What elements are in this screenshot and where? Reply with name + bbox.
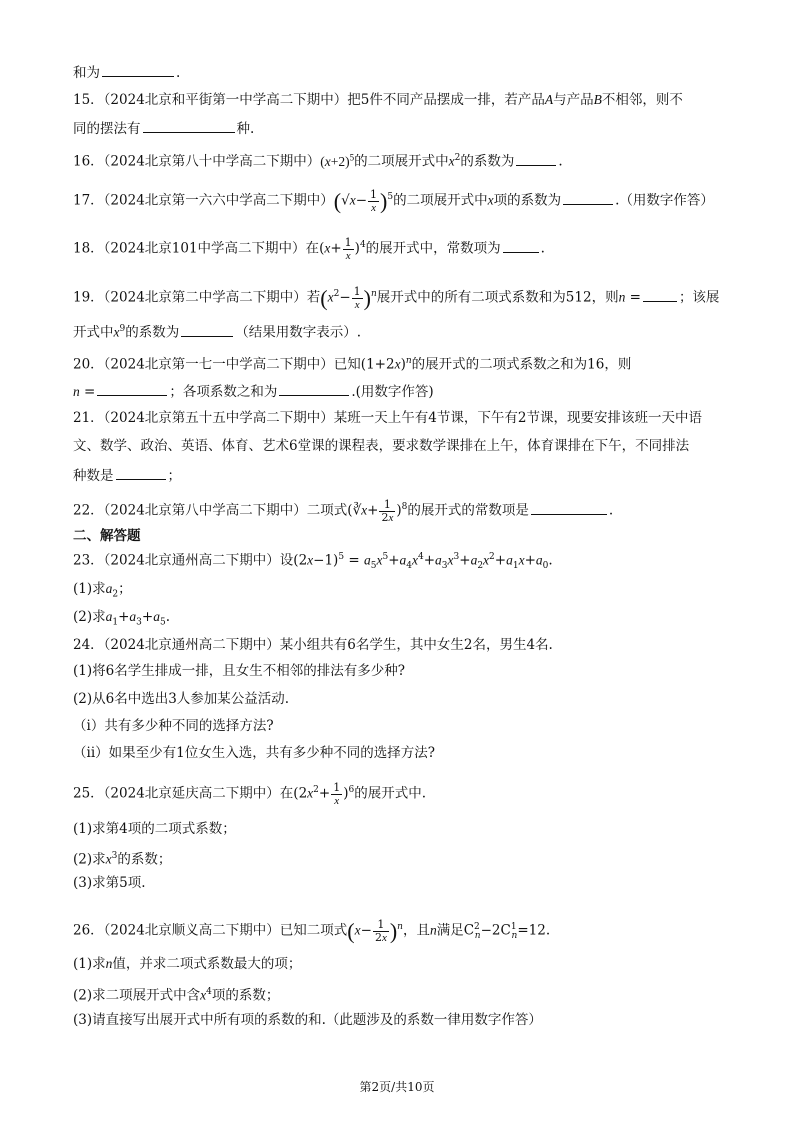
question-26: 26．（2024北京顺义高二下期中）已知二项式(x− $\frac{1}{2x}$ )$^n$，且n满足$C^2_n-2C^1_n=12$. (73, 917, 551, 944)
question-26-part1: (1)求n值，并求二项式系数最大的项； (73, 956, 302, 972)
answer-blank (643, 287, 677, 302)
question-26-part2: (2)求二项展开式中含$x^4$项的系数； (73, 987, 280, 1004)
line-prev-end: 和为 . (73, 62, 180, 82)
answer-blank (97, 381, 167, 396)
question-20: 20．（2024北京第一七一中学高二下期中）已知$(1+2x)^n$的展开式的二项式系数之和为16，则 (73, 356, 632, 373)
question-24-part2-ii: （ii）如果至少有1位女生入选，共有多少种不同的选择方法? (73, 745, 435, 761)
question-21-cont: 文、数学、政治、英语、体育、艺术6堂课的课程表，要求数学课排在上午，体育课排在下午，不同排法 (73, 438, 690, 454)
question-21: 21．（2024北京第五十五中学高二下期中）某班一天上午有4节课，下午有2节课，现要安排该班一天中语 (73, 410, 702, 426)
question-23-part1: (1)求$a_2$； (73, 581, 132, 600)
question-22: 22．（2024北京第八中学高二下期中）二项式(∛x+ $\frac{1}{2x}$ )$^8$的展开式的常数项是 . (73, 497, 614, 524)
question-21-cont2: 种数是 ； (73, 465, 181, 485)
question-24-part2: (2)从6名中选出3人参加某公益活动. (73, 691, 290, 707)
answer-blank (143, 118, 235, 133)
question-19-cont: 开式中$x^9$的系数为 （结果用数字表示）. (73, 320, 361, 342)
answer-blank (516, 151, 556, 166)
question-25-part3: (3)求第5项. (73, 875, 146, 891)
question-25-part1: (1)求第4项的二项式系数； (73, 821, 236, 837)
question-26-part3: (3)请直接写出展开式中所有项的系数的和.（此题涉及的系数一律用数字作答） (73, 1012, 542, 1028)
question-20-cont: n = ；各项系数之和为 .(用数字作答) (73, 381, 434, 401)
question-24: 24．（2024北京通州高二下期中）某小组共有6名学生，其中女生2名，男生4名. (73, 637, 553, 653)
question-23: 23．（2024北京通州高二下期中）设$(2x-1)^5 = a_5x^5+a_4x^4+a_3x^3+a_2x^2+a_1x+a_0$. (73, 552, 553, 572)
answer-blank (102, 62, 174, 77)
question-23-part2: (2)求$a_1+a_3+a_5$. (73, 609, 170, 628)
answer-blank (503, 238, 539, 253)
answer-blank (563, 190, 613, 205)
question-18: 18．（2024北京101中学高二下期中）在(x+ $\frac{1}{x}$ )$^4$的展开式中，常数项为 . (73, 235, 545, 262)
question-24-part2-i: （i）共有多少种不同的选择方法? (73, 718, 274, 734)
section-heading: 二、解答题 (73, 528, 141, 544)
page-footer: 第2页/共10页 (359, 1080, 435, 1094)
question-15-cont: 同的摆法有 种. (73, 118, 254, 138)
question-25: 25．（2024北京延庆高二下期中）在($2x^2+$ $\frac{1}{x}$ )$^6$的展开式中. (73, 780, 427, 807)
question-16: 16．（2024北京第八十中学高二下期中）$(x+2)^5$的二项展开式中$x^2$的系数为 . (73, 152, 563, 170)
answer-blank (279, 381, 349, 396)
answer-blank (181, 322, 233, 337)
question-24-part1: (1)将6名学生排成一排，且女生不相邻的排法有多少种? (73, 663, 405, 679)
question-17: 17．（2024北京第一六六中学高二下期中）(√x− $\frac{1}{x}$ )$^5$的二项展开式中x项的系数为 .（用数字作答） (73, 187, 714, 214)
answer-blank (116, 465, 166, 480)
question-15: 15．（2024北京和平街第一中学高二下期中）把5件不同产品摆成一排，若产品A与产品B不相邻，则不 (73, 92, 683, 108)
answer-blank (531, 500, 607, 515)
question-25-part2: (2)求$x^3$的系数； (73, 851, 172, 868)
question-19: 19．（2024北京第二中学高二下期中）若($x^2-$ $\frac{1}{x}$ )$^n$展开式中的所有二项式系数和为512，则n = ；该展 (73, 284, 720, 311)
